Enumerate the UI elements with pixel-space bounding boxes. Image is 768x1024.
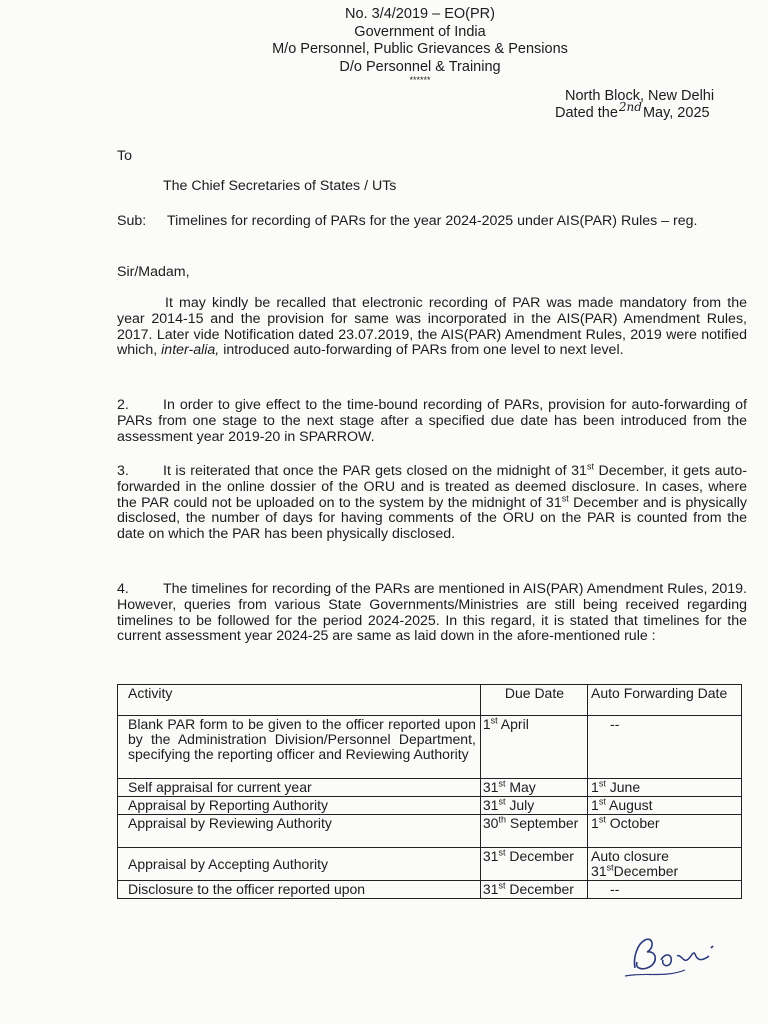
due-day: 31 bbox=[482, 848, 499, 864]
table-row bbox=[118, 716, 742, 779]
paragraph-2-number: 2. bbox=[117, 397, 129, 413]
fwd-rest: October bbox=[605, 815, 660, 831]
header-stars: ****** bbox=[409, 75, 431, 85]
paragraph-4 bbox=[117, 582, 747, 645]
table-header-due-date: Due Date bbox=[480, 685, 587, 716]
dated-prefix: Dated the bbox=[555, 105, 618, 121]
due-date-cell bbox=[480, 797, 587, 815]
fwd-sup: st bbox=[598, 796, 606, 807]
date-line bbox=[555, 100, 714, 122]
activity-cell: Blank PAR form to be given to the officer reported upon by the Administration Division/Personnel Department, specifying the reporting officer and Reviewing Authority bbox=[118, 716, 481, 779]
file-number: No. 3/4/2019 – EO(PR) bbox=[345, 6, 495, 22]
fwd-day: 1 bbox=[591, 815, 599, 831]
paragraph-2 bbox=[117, 398, 747, 445]
table-row bbox=[118, 815, 742, 848]
forward-date-cell: -- bbox=[588, 881, 742, 899]
due-sup: st bbox=[498, 880, 506, 891]
paragraph-2-text: In order to give effect to the time-bound recording of PARs, provision for auto-forwarding of PARs from one stage to the next stage after a specified due date has been introduced from the assessment year 2019-20 in SPARROW. bbox=[117, 397, 747, 445]
forward-date-cell bbox=[588, 848, 742, 881]
paragraph-1-text-a: It may kindly be recalled that electronic recording of PAR was made mandatory from the year 2014-15 and the provision for same was incorporated in the AIS(PAR) Amendment Rules, 2017. Later vide Notification dated 23.07.2019, the AIS(PAR) Amendment Rules, 2019 were notified which, bbox=[117, 295, 747, 359]
activity-cell: Appraisal by Reviewing Authority bbox=[118, 815, 481, 848]
place-date-block bbox=[555, 88, 714, 122]
activity-cell: Appraisal by Accepting Authority bbox=[118, 848, 481, 881]
due-sup: th bbox=[498, 814, 506, 825]
due-sup: st bbox=[498, 778, 506, 789]
due-rest: September bbox=[505, 815, 579, 831]
table-row bbox=[118, 848, 742, 881]
handwritten-day: 2nd bbox=[618, 100, 642, 114]
due-sup: st bbox=[498, 796, 506, 807]
table-header-auto-forwarding: Auto Forwarding Date bbox=[588, 685, 742, 716]
fwd-day: Auto closure 31 bbox=[591, 848, 669, 879]
due-date-cell bbox=[480, 815, 587, 848]
paragraph-4-number: 4. bbox=[117, 581, 129, 597]
department-name: D/o Personnel & Training bbox=[339, 58, 501, 75]
paragraph-3-sup-1: st bbox=[586, 461, 594, 472]
fwd-sup: st bbox=[606, 862, 614, 873]
paragraph-4-text: The timelines for recording of the PARs are mentioned in AIS(PAR) Amendment Rules, 2019. However, queries from various State Governments/Ministries are still being received regarding timelines to be followed for the period 2024-2025. In this regard, it is stated that timelines for the current assessment year 2024-25 are same as laid down in the afore-mentioned rule : bbox=[117, 581, 747, 645]
table-row bbox=[118, 881, 742, 899]
due-sup: st bbox=[490, 715, 498, 726]
fwd-sup: st bbox=[598, 814, 606, 825]
due-day: 31 bbox=[482, 797, 499, 813]
due-day: 1 bbox=[482, 716, 491, 732]
forward-date-cell bbox=[588, 815, 742, 848]
due-sup: st bbox=[498, 847, 506, 858]
fwd-day: 1 bbox=[591, 779, 599, 795]
table-header-row bbox=[118, 685, 742, 716]
due-rest: April bbox=[497, 716, 529, 732]
paragraph-1-text-b: introduced auto-forwarding of PARs from one level to next level. bbox=[219, 342, 624, 359]
due-date-cell bbox=[480, 779, 587, 797]
to-label: To bbox=[117, 148, 132, 164]
paragraph-3 bbox=[117, 461, 747, 543]
due-rest: December bbox=[505, 881, 574, 897]
due-rest: December bbox=[505, 848, 574, 864]
paragraph-3-text-a: It is reiterated that once the PAR gets closed on the midnight of 31 bbox=[163, 463, 587, 479]
fwd-rest: August bbox=[605, 797, 653, 813]
place: North Block, New Delhi bbox=[565, 88, 715, 104]
fwd-sup: st bbox=[598, 778, 606, 789]
due-date-cell bbox=[480, 716, 587, 779]
paragraph-3-text-b: December, it gets auto-forwarded in the online dossier of the ORU and is treated as deemed disclosure. In cases, where the PAR could not be uploaded on to the system by the midnight of 31 bbox=[117, 463, 747, 511]
paragraph-3-text-c: December and is physically disclosed, the number of days for having comments of the ORU on the PAR is counted from the date on which the PAR has been physically disclosed. bbox=[117, 494, 747, 543]
fwd-rest: June bbox=[605, 779, 641, 795]
table-row bbox=[118, 797, 742, 815]
fwd-rest: December bbox=[613, 863, 679, 879]
paragraph-1 bbox=[117, 296, 747, 359]
timelines-table bbox=[117, 684, 742, 899]
forward-date-cell bbox=[588, 779, 742, 797]
subject-line bbox=[117, 213, 747, 229]
forward-date-cell bbox=[588, 797, 742, 815]
due-day: 30 bbox=[482, 815, 499, 831]
due-rest: July bbox=[505, 797, 535, 813]
paragraph-3-number: 3. bbox=[117, 463, 129, 479]
forward-date-cell: -- bbox=[588, 716, 742, 779]
paragraph-1-italic: inter-alia, bbox=[161, 342, 220, 359]
due-date-cell bbox=[480, 881, 587, 899]
table-header-activity: Activity bbox=[118, 685, 481, 716]
due-day: 31 bbox=[482, 881, 499, 897]
table-row bbox=[118, 779, 742, 797]
paragraph-3-sup-2: st bbox=[561, 492, 569, 503]
due-day: 31 bbox=[482, 779, 499, 795]
salutation: Sir/Madam, bbox=[117, 264, 190, 280]
signature bbox=[625, 930, 735, 980]
ministry-name: M/o Personnel, Public Grievances & Pensions bbox=[272, 41, 568, 57]
due-rest: May bbox=[505, 779, 536, 795]
activity-cell: Self appraisal for current year bbox=[118, 779, 481, 797]
fwd-day: 1 bbox=[591, 797, 599, 813]
dated-suffix: May, 2025 bbox=[642, 105, 710, 121]
recipient: The Chief Secretaries of States / UTs bbox=[163, 178, 397, 194]
government-name: Government of India bbox=[354, 23, 486, 40]
activity-cell: Disclosure to the officer reported upon bbox=[118, 881, 481, 899]
activity-cell: Appraisal by Reporting Authority bbox=[118, 797, 481, 815]
due-date-cell bbox=[480, 848, 587, 881]
letter-header bbox=[250, 6, 590, 85]
subject-label: Sub: bbox=[117, 213, 147, 229]
subject-text: Timelines for recording of PARs for the year 2024-2025 under AIS(PAR) Rules – reg. bbox=[167, 213, 698, 229]
